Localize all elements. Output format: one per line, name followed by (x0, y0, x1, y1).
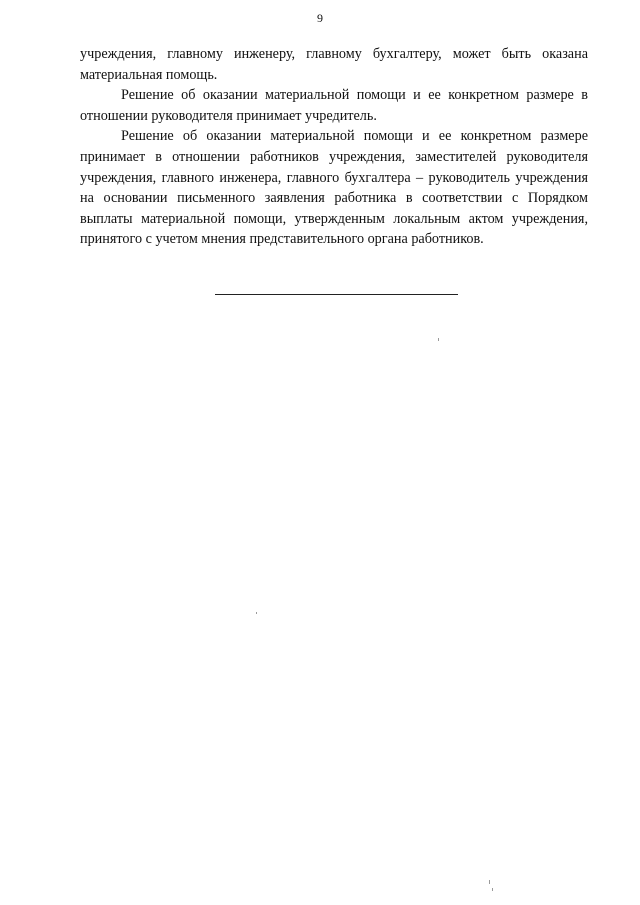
scan-speck (256, 612, 257, 614)
scan-speck (438, 338, 439, 341)
document-body (80, 44, 588, 250)
scan-speck (492, 888, 493, 891)
scan-speck (489, 880, 490, 884)
end-separator-line (215, 294, 458, 295)
paragraph-staff-decision: Решение об оказании материальной помощи и ее конкретном размере принимает в отношении работников учреждения, заместителей руководителя учреждения, главного инженера, главного бухгалтера – руководитель учреждения на основании письменного заявления работника в соответствии с Порядком выплаты материальной помощи, утвержденным локальным актом учреждения, принятого с учетом мнения представительного органа работников. (80, 128, 588, 248)
paragraph-head-decision: Решение об оказании материальной помощи и ее конкретном размере в отношении руководителя принимает учредитель. (80, 87, 588, 124)
paragraph-continuation: учреждения, главному инженеру, главному бухгалтеру, может быть оказана материальная помощь. (80, 46, 588, 83)
page-number: 9 (317, 11, 323, 25)
